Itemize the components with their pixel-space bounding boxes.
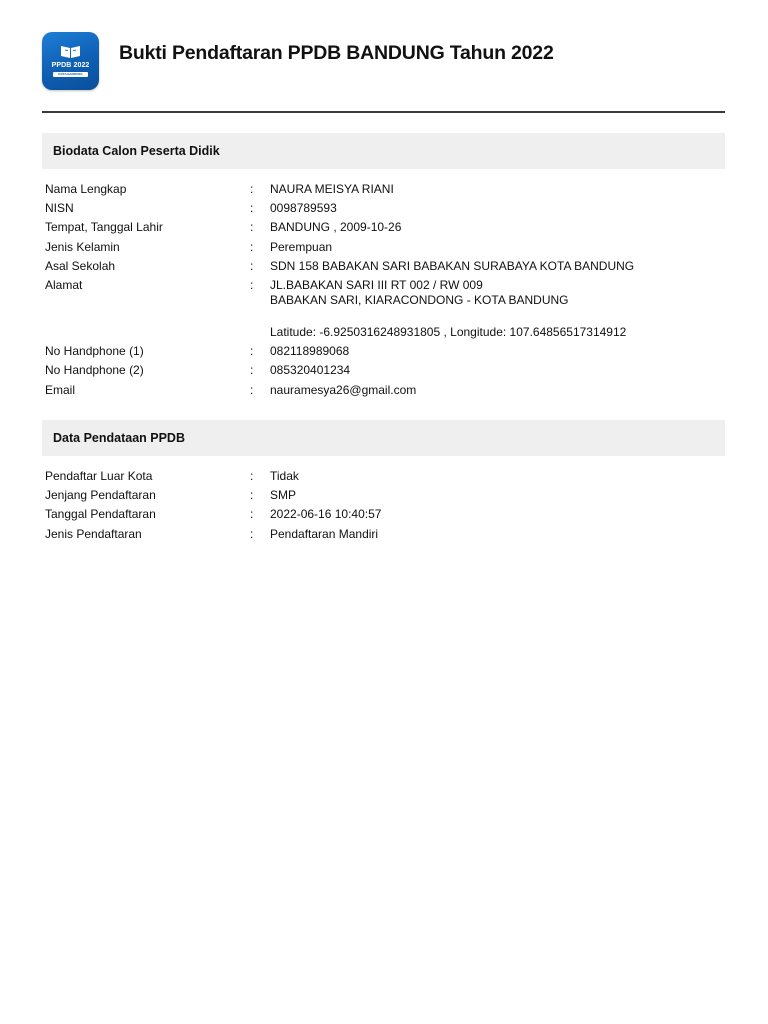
field-colon: : bbox=[250, 469, 254, 483]
pendataan-section-title: Data Pendataan PPDB bbox=[53, 431, 185, 445]
ppdb-logo bbox=[42, 32, 99, 90]
field-label: Email bbox=[45, 383, 76, 397]
field-colon: : bbox=[250, 259, 254, 273]
field-label: No Handphone (2) bbox=[45, 363, 144, 377]
field-label: Jenis Kelamin bbox=[45, 240, 120, 254]
field-label: Pendaftar Luar Kota bbox=[45, 469, 153, 483]
address-line-1: JL.BABAKAN SARI III RT 002 / RW 009 bbox=[270, 278, 483, 292]
field-colon: : bbox=[250, 527, 254, 541]
field-colon: : bbox=[250, 220, 254, 234]
biodata-section-header bbox=[42, 133, 725, 169]
field-value: Tidak bbox=[270, 469, 299, 483]
biodata-section-title: Biodata Calon Peserta Didik bbox=[53, 144, 220, 158]
book-icon bbox=[42, 32, 99, 90]
page-title: Bukti Pendaftaran PPDB BANDUNG Tahun 2022 bbox=[119, 42, 554, 64]
field-label: Jenjang Pendaftaran bbox=[45, 488, 156, 502]
address-coordinates: Latitude: -6.9250316248931805 , Longitude: 107.64856517314912 bbox=[270, 325, 627, 339]
field-value: 0098789593 bbox=[270, 201, 337, 215]
field-value: BANDUNG , 2009-10-26 bbox=[270, 220, 402, 234]
logo-text: PPDB 2022 bbox=[51, 62, 90, 69]
field-value: Pendaftaran Mandiri bbox=[270, 527, 379, 541]
field-label: Alamat bbox=[45, 278, 83, 292]
field-colon: : bbox=[250, 488, 254, 502]
field-colon: : bbox=[250, 363, 254, 377]
field-value: NAURA MEISYA RIANI bbox=[270, 182, 394, 196]
field-colon: : bbox=[250, 182, 254, 196]
header-divider bbox=[42, 111, 725, 113]
field-label: Asal Sekolah bbox=[45, 259, 116, 273]
field-label: Nama Lengkap bbox=[45, 182, 127, 196]
logo-subtext: KOTA BANDUNG bbox=[53, 72, 88, 77]
field-colon: : bbox=[250, 201, 254, 215]
field-label: Tanggal Pendaftaran bbox=[45, 507, 156, 521]
field-colon: : bbox=[250, 278, 254, 292]
pendataan-section-header bbox=[42, 420, 725, 456]
field-value: SMP bbox=[270, 488, 297, 502]
field-value: 085320401234 bbox=[270, 363, 351, 377]
field-colon: : bbox=[250, 240, 254, 254]
field-label: No Handphone (1) bbox=[45, 344, 144, 358]
field-label: Jenis Pendaftaran bbox=[45, 527, 142, 541]
field-colon: : bbox=[250, 507, 254, 521]
field-value: 2022-06-16 10:40:57 bbox=[270, 507, 382, 521]
field-colon: : bbox=[250, 344, 254, 358]
field-value: Perempuan bbox=[270, 240, 333, 254]
field-value: SDN 158 BABAKAN SARI BABAKAN SURABAYA KOTA BANDUNG bbox=[270, 259, 635, 273]
address-line-2: BABAKAN SARI, KIARACONDONG - KOTA BANDUNG bbox=[270, 293, 569, 307]
field-colon: : bbox=[250, 383, 254, 397]
field-label: Tempat, Tanggal Lahir bbox=[45, 220, 163, 234]
field-value: 082118989068 bbox=[270, 344, 350, 358]
field-label: NISN bbox=[45, 201, 74, 215]
field-value: nauramesya26@gmail.com bbox=[270, 383, 417, 397]
